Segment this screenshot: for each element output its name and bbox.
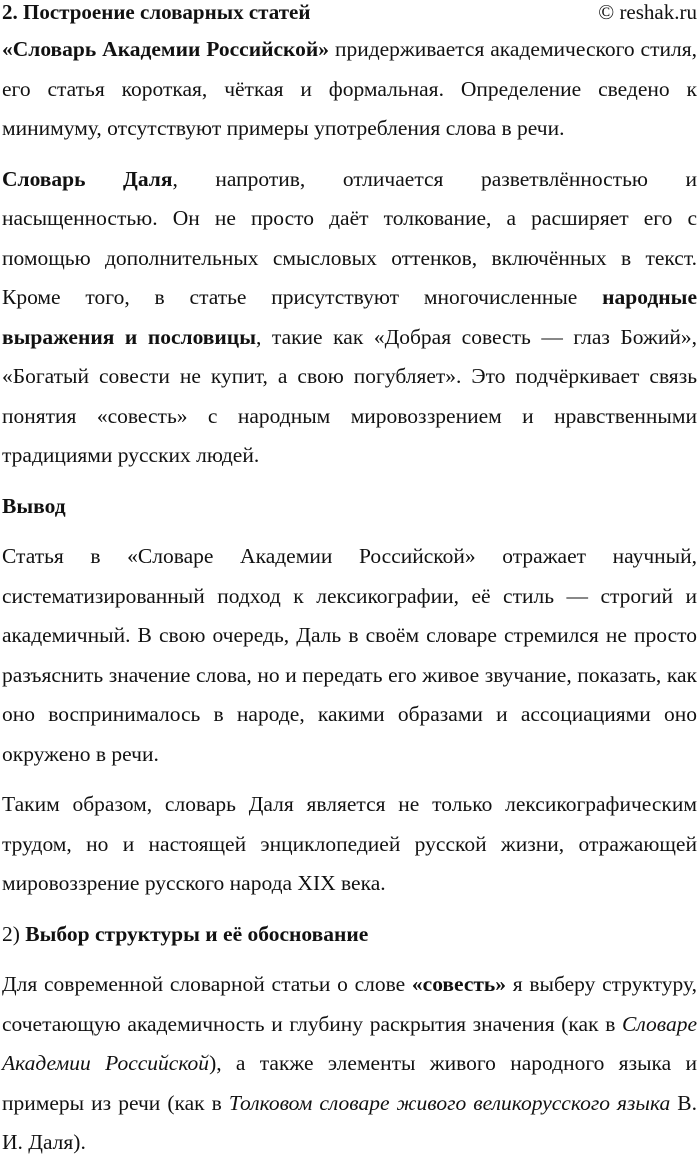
bold-text: Словарь Даля — [2, 166, 173, 191]
section-title: 2. Построение словарных статей — [2, 0, 311, 24]
italic-text: Толковом словаре живого великорусского языка — [228, 1090, 671, 1115]
paragraph — [2, 30, 697, 149]
copyright-label: © reshak.ru — [598, 0, 697, 24]
text-run: , напротив, отличается разветвлённостью и насыщенностью. Он не просто даёт толкование, а расширяет его с помощью дополнительных смысловых оттенков, включённых в текст. Кроме того, в статье присутствуют многочисленные — [2, 166, 697, 309]
text-run: 2) — [2, 921, 26, 946]
text-run: , такие как «Добрая совесть — глаз Божий», «Богатый совести не купит, а свою погубляет». Это подчёркивает связь понятия «совесть» с народным мировоззрением и нравственными традициями русских людей. — [2, 324, 697, 467]
bold-text: народные выражения и пословицы — [2, 285, 697, 349]
text-run: Таким образом, словарь Даля является не только лексикографическим трудом, но и настоящей энциклопедией русской жизни, отражающей мировоззрение русского народа XIX века. — [2, 792, 697, 895]
paragraph — [2, 915, 697, 955]
bold-text: «Словарь Академии Российской» — [2, 37, 330, 61]
paragraph — [2, 537, 697, 774]
paragraph — [2, 160, 697, 476]
paragraph — [2, 487, 697, 527]
text-run: я выберу структуру, сочетающую академичность и глубину раскрытия значения (как в — [2, 972, 697, 1036]
document-body — [2, 30, 697, 1163]
text-run: ), а также элементы живого народного языка и примеры из речи (как в — [2, 1051, 697, 1115]
paragraph — [2, 965, 697, 1163]
text-run: В. И. Даля). — [2, 1090, 697, 1154]
page-header — [2, 0, 697, 30]
italic-text: Словаре Академии Российской — [2, 1011, 697, 1075]
text-run: Статья в «Словаре Академии Российской» отражает научный, систематизированный подход к лексикографии, её стиль — строгий и академичный. В свою очередь, Даль в своём словаре стремился не просто разъяснить значение слова, но и передать его живое звучание, показать, как оно воспринималось в народе, какими образами и ассоциациями оно окружено в речи. — [2, 544, 697, 766]
bold-text: «совесть» — [411, 972, 507, 996]
text-run: придерживается академического стиля, его статья короткая, чёткая и формальная. Определение сведено к минимуму, отсутствуют примеры употребления слова в речи. — [2, 37, 697, 140]
text-run: Для современной словарной статьи о слове — [2, 972, 412, 996]
bold-text: Вывод — [2, 493, 66, 518]
paragraph — [2, 785, 697, 904]
bold-text: Выбор структуры и её обоснование — [25, 921, 369, 946]
